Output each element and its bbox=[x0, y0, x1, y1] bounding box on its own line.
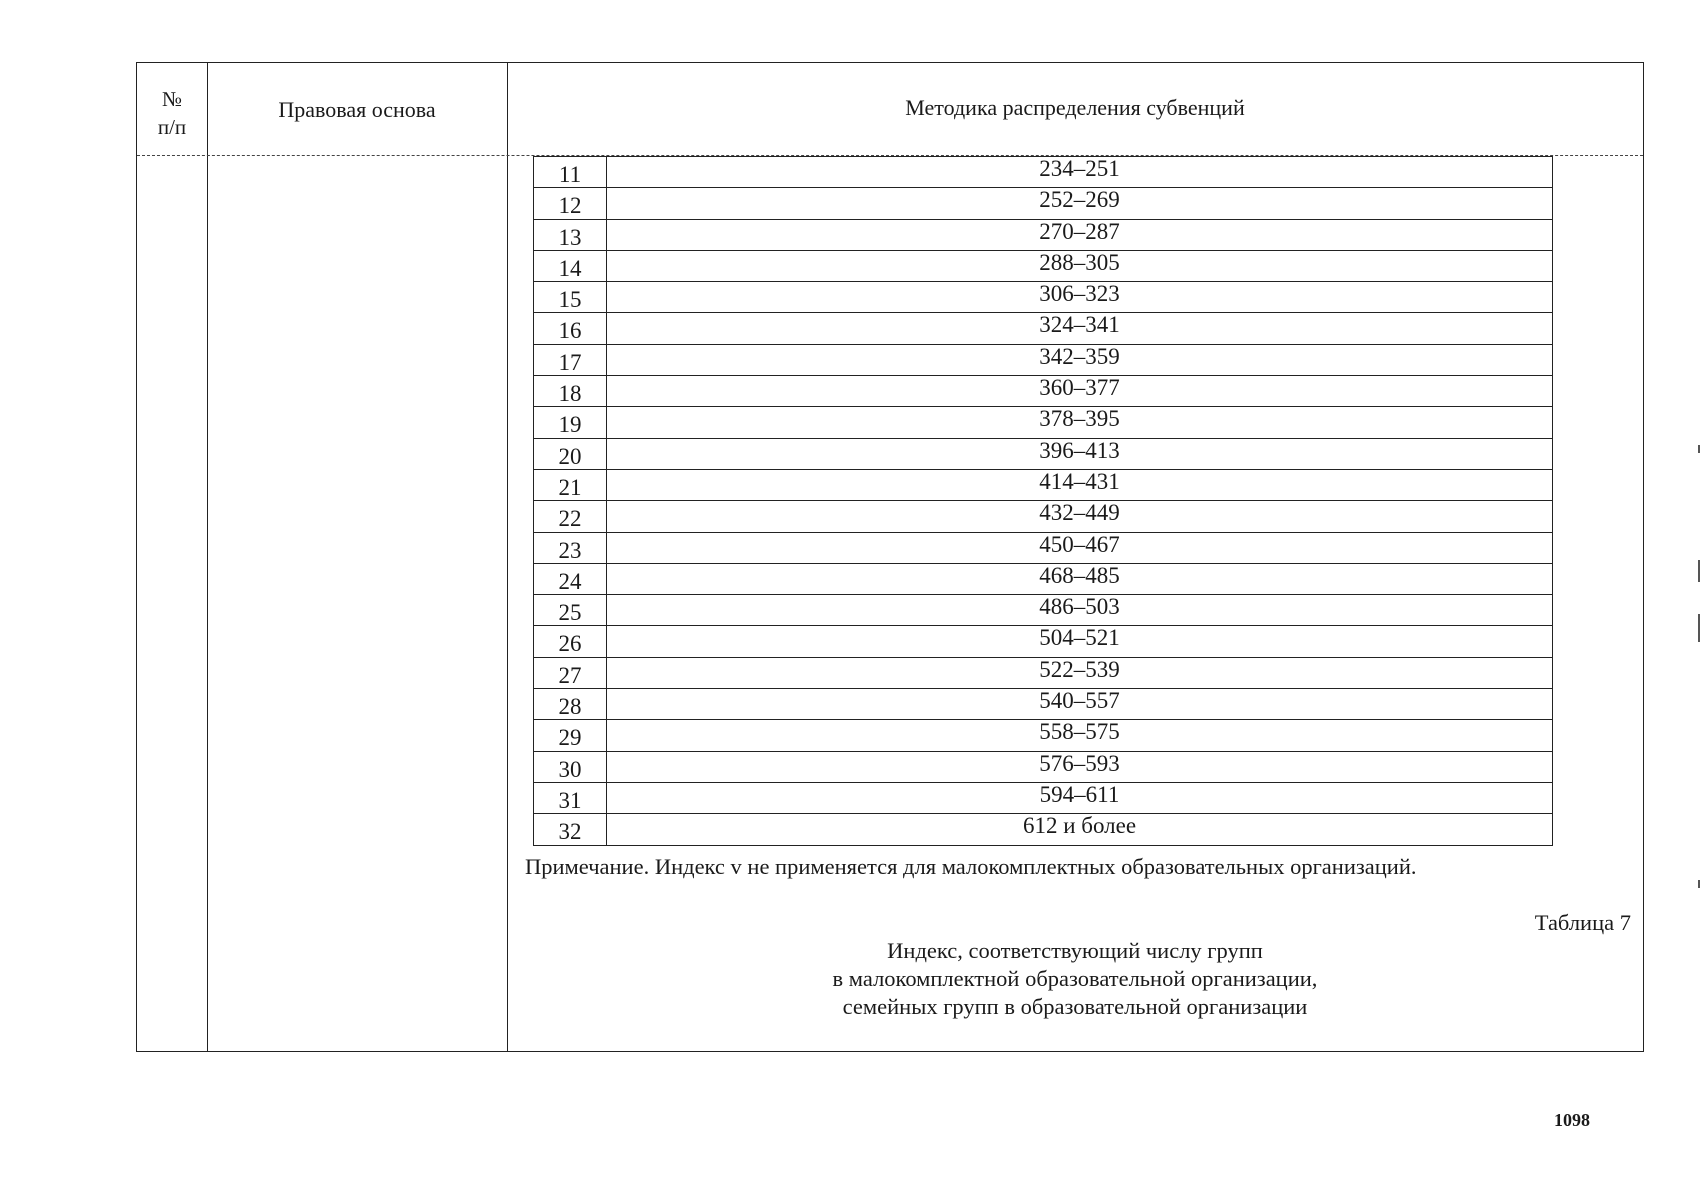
row-number: 19 bbox=[558, 412, 582, 438]
row-number: 18 bbox=[558, 381, 582, 407]
row-number: 25 bbox=[558, 600, 582, 626]
row-range: 468–485 bbox=[607, 563, 1553, 594]
row-number: 31 bbox=[558, 787, 582, 813]
page-number: 1098 bbox=[1554, 1110, 1590, 1130]
row-number-cell bbox=[534, 157, 607, 188]
row-range: 396–413 bbox=[607, 438, 1553, 469]
table-row bbox=[534, 219, 1553, 250]
row-range: 270–287 bbox=[607, 219, 1553, 250]
header-number-symbol: № bbox=[161, 87, 183, 111]
table-row bbox=[534, 751, 1553, 782]
row-number: 12 bbox=[558, 193, 582, 219]
row-number: 32 bbox=[558, 819, 582, 845]
row-range: 324–341 bbox=[607, 313, 1553, 344]
table-row bbox=[534, 595, 1553, 626]
row-range: 414–431 bbox=[607, 469, 1553, 500]
row-range: 486–503 bbox=[607, 595, 1553, 626]
row-number: 20 bbox=[558, 443, 582, 469]
table-row bbox=[534, 157, 1553, 188]
row-number-cell bbox=[534, 814, 607, 845]
table-row bbox=[534, 720, 1553, 751]
table-row bbox=[534, 626, 1553, 657]
scan-artifact bbox=[1698, 445, 1700, 453]
caption-line-1: Индекс, соответствующий числу групп bbox=[887, 938, 1263, 963]
note-text: Примечание. Индекс v не применяется для малокомплектных образовательных организаций. bbox=[525, 854, 1417, 879]
row-range: 594–611 bbox=[607, 782, 1553, 813]
row-range: 378–395 bbox=[607, 407, 1553, 438]
row-number-cell bbox=[534, 250, 607, 281]
row-number-cell bbox=[534, 313, 607, 344]
table-row bbox=[534, 532, 1553, 563]
table-row bbox=[534, 250, 1553, 281]
table-row bbox=[534, 782, 1553, 813]
row-number: 30 bbox=[558, 756, 582, 782]
table-row bbox=[534, 188, 1553, 219]
row-number: 26 bbox=[558, 631, 582, 657]
row-number: 14 bbox=[558, 255, 582, 281]
row-number: 27 bbox=[558, 662, 582, 688]
row-number: 17 bbox=[558, 349, 582, 375]
row-range: 432–449 bbox=[607, 501, 1553, 532]
row-number-cell bbox=[534, 751, 607, 782]
row-number-cell bbox=[534, 438, 607, 469]
table-row bbox=[534, 438, 1553, 469]
row-number-cell bbox=[534, 469, 607, 500]
row-number: 15 bbox=[558, 287, 582, 313]
caption-line-3: семейных групп в образовательной организации bbox=[842, 994, 1308, 1019]
table-row bbox=[534, 657, 1553, 688]
row-number: 29 bbox=[558, 725, 582, 751]
row-number: 22 bbox=[558, 506, 582, 532]
row-number-cell bbox=[534, 657, 607, 688]
row-number-cell bbox=[534, 376, 607, 407]
row-range: 252–269 bbox=[607, 188, 1553, 219]
table-7-label: Таблица 7 bbox=[1534, 910, 1631, 935]
row-number-cell bbox=[534, 282, 607, 313]
row-number: 21 bbox=[558, 474, 582, 500]
row-number: 11 bbox=[558, 162, 582, 187]
row-number-cell bbox=[534, 720, 607, 751]
table-7-caption bbox=[507, 937, 1643, 1021]
table-row bbox=[534, 282, 1553, 313]
row-number-cell bbox=[534, 188, 607, 219]
outer-table bbox=[136, 62, 1644, 1052]
row-range: 288–305 bbox=[607, 250, 1553, 281]
table-row bbox=[534, 501, 1553, 532]
row-range: 540–557 bbox=[607, 689, 1553, 720]
row-number-cell bbox=[534, 532, 607, 563]
header-legal-basis: Правовая основа bbox=[278, 97, 436, 122]
row-number-cell bbox=[534, 626, 607, 657]
header-number-abbrev: п/п bbox=[157, 115, 187, 139]
row-number-cell bbox=[534, 782, 607, 813]
scan-artifact bbox=[1698, 880, 1700, 888]
row-number-cell bbox=[534, 501, 607, 532]
row-range: 558–575 bbox=[607, 720, 1553, 751]
table-row bbox=[534, 407, 1553, 438]
index-table bbox=[533, 156, 1553, 846]
caption-line-2: в малокомплектной образовательной организации, bbox=[832, 966, 1318, 991]
row-number: 13 bbox=[558, 224, 582, 250]
table-row bbox=[534, 344, 1553, 375]
row-number: 16 bbox=[558, 318, 582, 344]
row-number-cell bbox=[534, 344, 607, 375]
row-number: 23 bbox=[558, 537, 582, 563]
table-row bbox=[534, 814, 1553, 845]
table-row bbox=[534, 313, 1553, 344]
table-row bbox=[534, 563, 1553, 594]
header-methodology: Методика распределения субвенций bbox=[905, 95, 1245, 120]
table-row bbox=[534, 689, 1553, 720]
header-number-column bbox=[137, 85, 207, 141]
row-range: 234–251 bbox=[607, 157, 1553, 188]
column-divider-1 bbox=[207, 63, 208, 1051]
row-range: 612 и более bbox=[607, 814, 1553, 845]
row-number-cell bbox=[534, 563, 607, 594]
row-number: 24 bbox=[558, 568, 582, 594]
row-range: 360–377 bbox=[607, 376, 1553, 407]
scan-artifact bbox=[1698, 614, 1700, 642]
row-number-cell bbox=[534, 219, 607, 250]
row-number-cell bbox=[534, 595, 607, 626]
row-range: 450–467 bbox=[607, 532, 1553, 563]
row-number: 28 bbox=[558, 694, 582, 720]
column-divider-2 bbox=[507, 63, 508, 1051]
table-row bbox=[534, 376, 1553, 407]
row-range: 306–323 bbox=[607, 282, 1553, 313]
row-range: 504–521 bbox=[607, 626, 1553, 657]
row-number-cell bbox=[534, 689, 607, 720]
table-row bbox=[534, 469, 1553, 500]
row-range: 342–359 bbox=[607, 344, 1553, 375]
scan-artifact bbox=[1698, 560, 1700, 582]
row-range: 522–539 bbox=[607, 657, 1553, 688]
row-range: 576–593 bbox=[607, 751, 1553, 782]
row-number-cell bbox=[534, 407, 607, 438]
